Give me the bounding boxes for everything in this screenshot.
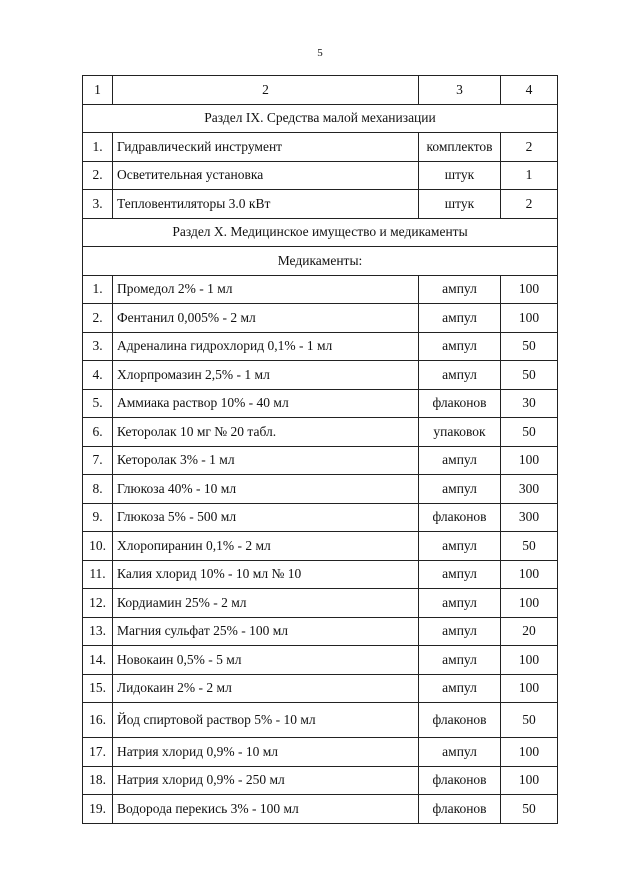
item-unit: ампул <box>419 560 501 589</box>
item-quantity: 1 <box>501 161 558 190</box>
item-unit: упаковок <box>419 418 501 447</box>
row-number: 3. <box>83 332 113 361</box>
item-unit: штук <box>419 161 501 190</box>
table-row <box>83 133 558 162</box>
table-row <box>83 475 558 504</box>
item-name: Промедол 2% - 1 мл <box>113 275 419 304</box>
item-quantity: 2 <box>501 133 558 162</box>
row-number: 7. <box>83 446 113 475</box>
item-unit: ампул <box>419 617 501 646</box>
item-unit: ампул <box>419 475 501 504</box>
item-quantity: 50 <box>501 418 558 447</box>
item-name: Хлоропиранин 0,1% - 2 мл <box>113 532 419 561</box>
table-row <box>83 560 558 589</box>
item-name: Хлорпромазин 2,5% - 1 мл <box>113 361 419 390</box>
item-name: Натрия хлорид 0,9% - 10 мл <box>113 738 419 767</box>
row-number: 10. <box>83 532 113 561</box>
row-number: 4. <box>83 361 113 390</box>
row-number: 6. <box>83 418 113 447</box>
item-name: Аммиака раствор 10% - 40 мл <box>113 389 419 418</box>
table-row <box>83 304 558 333</box>
section-10-subtitle: Медикаменты: <box>83 247 558 276</box>
header-col-3: 3 <box>419 76 501 105</box>
header-col-1: 1 <box>83 76 113 105</box>
row-number: 2. <box>83 304 113 333</box>
item-unit: флаконов <box>419 766 501 795</box>
row-number: 15. <box>83 674 113 703</box>
item-unit: штук <box>419 190 501 219</box>
table-row <box>83 674 558 703</box>
item-unit: ампул <box>419 361 501 390</box>
row-number: 5. <box>83 389 113 418</box>
row-number: 2. <box>83 161 113 190</box>
row-number: 13. <box>83 617 113 646</box>
item-quantity: 100 <box>501 646 558 675</box>
item-unit: ампул <box>419 738 501 767</box>
item-unit: ампул <box>419 589 501 618</box>
section-row <box>83 218 558 247</box>
row-number: 9. <box>83 503 113 532</box>
item-name: Осветительная установка <box>113 161 419 190</box>
row-number: 3. <box>83 190 113 219</box>
section-9-title: Раздел IX. Средства малой механизации <box>83 104 558 133</box>
item-unit: флаконов <box>419 503 501 532</box>
item-quantity: 50 <box>501 795 558 824</box>
item-name: Водорода перекись 3% - 100 мл <box>113 795 419 824</box>
table-row <box>83 361 558 390</box>
item-unit: ампул <box>419 446 501 475</box>
item-name: Новокаин 0,5% - 5 мл <box>113 646 419 675</box>
item-name: Лидокаин 2% - 2 мл <box>113 674 419 703</box>
item-unit: флаконов <box>419 389 501 418</box>
table-row <box>83 703 558 738</box>
item-name: Глюкоза 40% - 10 мл <box>113 475 419 504</box>
row-number: 14. <box>83 646 113 675</box>
item-quantity: 50 <box>501 332 558 361</box>
item-unit: флаконов <box>419 795 501 824</box>
item-quantity: 100 <box>501 674 558 703</box>
table-row <box>83 418 558 447</box>
item-quantity: 300 <box>501 475 558 504</box>
item-quantity: 100 <box>501 738 558 767</box>
item-name: Глюкоза 5% - 500 мл <box>113 503 419 532</box>
header-col-4: 4 <box>501 76 558 105</box>
table-row <box>83 589 558 618</box>
item-quantity: 100 <box>501 766 558 795</box>
item-name: Калия хлорид 10% - 10 мл № 10 <box>113 560 419 589</box>
section-10-title: Раздел X. Медицинское имущество и медикаменты <box>83 218 558 247</box>
table-row <box>83 389 558 418</box>
row-number: 16. <box>83 703 113 738</box>
row-number: 17. <box>83 738 113 767</box>
table-row <box>83 617 558 646</box>
table-row <box>83 766 558 795</box>
table-row <box>83 738 558 767</box>
item-unit: ампул <box>419 674 501 703</box>
item-name: Магния сульфат 25% - 100 мл <box>113 617 419 646</box>
item-quantity: 100 <box>501 589 558 618</box>
item-unit: ампул <box>419 332 501 361</box>
table-row <box>83 446 558 475</box>
table-row <box>83 795 558 824</box>
item-quantity: 100 <box>501 304 558 333</box>
item-quantity: 50 <box>501 703 558 738</box>
table-row <box>83 161 558 190</box>
table-row <box>83 275 558 304</box>
item-name: Адреналина гидрохлорид 0,1% - 1 мл <box>113 332 419 361</box>
row-number: 1. <box>83 275 113 304</box>
item-name: Кордиамин 25% - 2 мл <box>113 589 419 618</box>
table-row <box>83 190 558 219</box>
item-unit: ампул <box>419 304 501 333</box>
table-row <box>83 532 558 561</box>
item-unit: комплектов <box>419 133 501 162</box>
item-unit: ампул <box>419 646 501 675</box>
item-name: Кеторолак 10 мг № 20 табл. <box>113 418 419 447</box>
item-name: Гидравлический инструмент <box>113 133 419 162</box>
header-col-2: 2 <box>113 76 419 105</box>
row-number: 19. <box>83 795 113 824</box>
row-number: 1. <box>83 133 113 162</box>
item-name: Фентанил 0,005% - 2 мл <box>113 304 419 333</box>
item-quantity: 20 <box>501 617 558 646</box>
page-number: 5 <box>317 47 323 59</box>
item-quantity: 30 <box>501 389 558 418</box>
item-quantity: 100 <box>501 446 558 475</box>
table-header-row <box>83 76 558 105</box>
item-unit: флаконов <box>419 703 501 738</box>
row-number: 12. <box>83 589 113 618</box>
item-name: Тепловентиляторы 3.0 кВт <box>113 190 419 219</box>
item-name: Йод спиртовой раствор 5% - 10 мл <box>113 703 419 738</box>
row-number: 11. <box>83 560 113 589</box>
table-row <box>83 332 558 361</box>
item-name: Натрия хлорид 0,9% - 250 мл <box>113 766 419 795</box>
item-quantity: 2 <box>501 190 558 219</box>
section-row <box>83 104 558 133</box>
item-quantity: 300 <box>501 503 558 532</box>
table-row <box>83 503 558 532</box>
supplies-table <box>82 75 558 824</box>
item-unit: ампул <box>419 275 501 304</box>
section-row <box>83 247 558 276</box>
item-name: Кеторолак 3% - 1 мл <box>113 446 419 475</box>
item-quantity: 100 <box>501 560 558 589</box>
item-unit: ампул <box>419 532 501 561</box>
item-quantity: 50 <box>501 361 558 390</box>
row-number: 8. <box>83 475 113 504</box>
row-number: 18. <box>83 766 113 795</box>
item-quantity: 50 <box>501 532 558 561</box>
item-quantity: 100 <box>501 275 558 304</box>
table-row <box>83 646 558 675</box>
